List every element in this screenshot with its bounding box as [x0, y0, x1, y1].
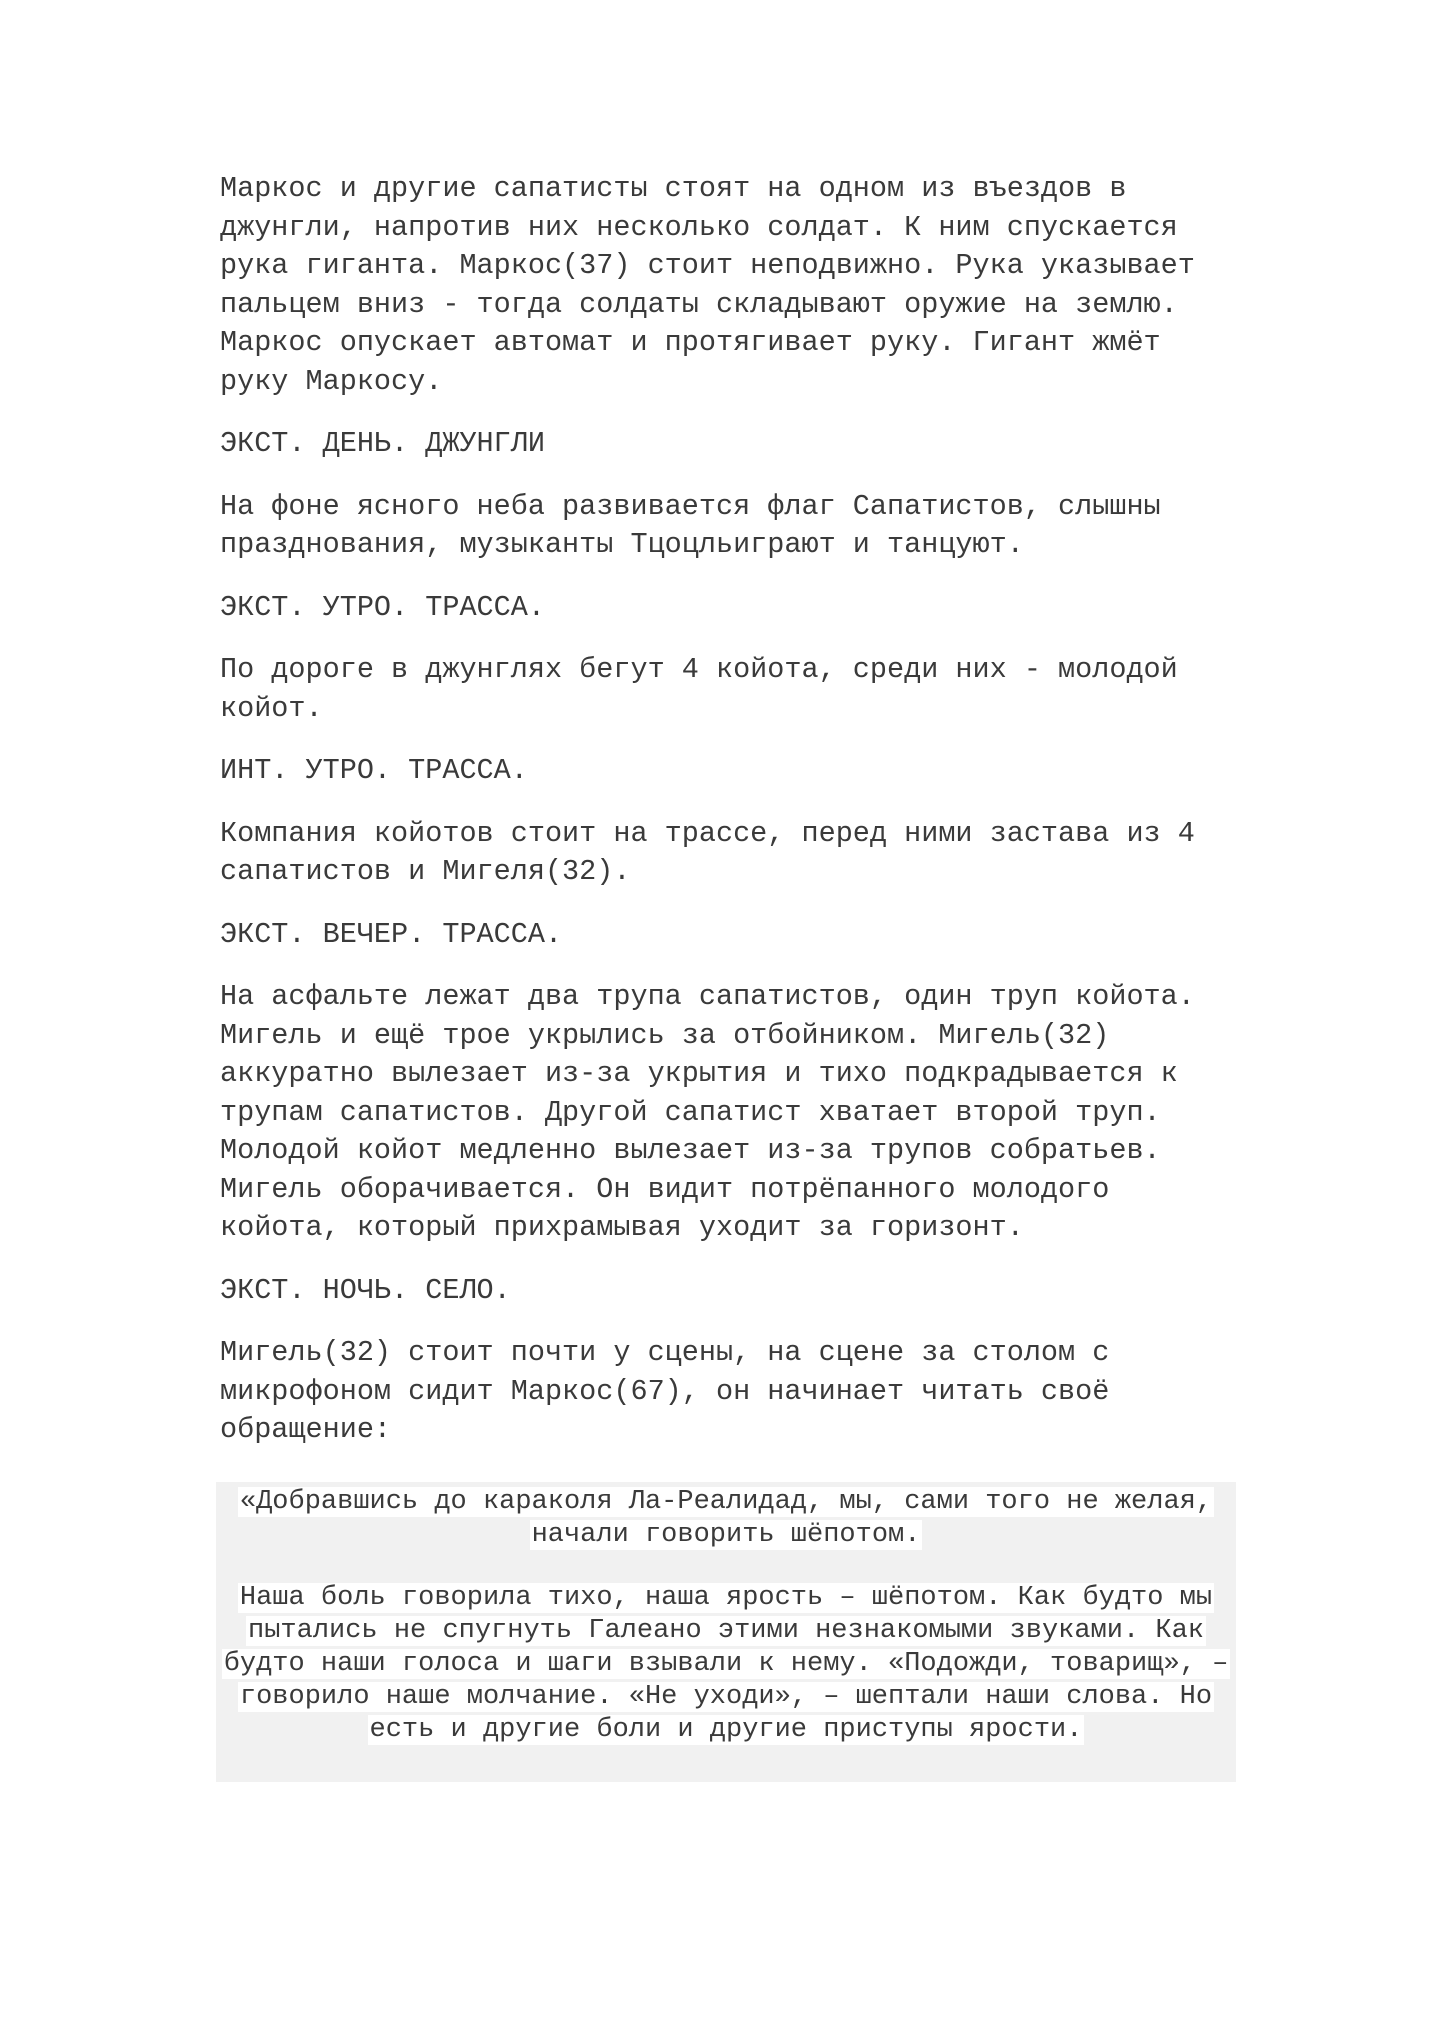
action-paragraph: На фоне ясного неба развивается флаг Сапатистов, слышны празднования, музыканты Тцоцльиграют и танцуют.	[220, 489, 1161, 561]
scene-heading: ЭКСТ. ВЕЧЕР. ТРАССА.	[220, 917, 563, 951]
action-paragraph: Маркос и другие сапатисты стоят на одном из въездов в джунгли, напротив них несколько солдат. К ним спускается рука гиганта. Маркос(37) стоит неподвижно. Рука указывает пальцем вниз - тогда солдаты складывают оружие на землю. Маркос опускает автомат и протягивает руку. Гигант жмёт руку Маркосу.	[220, 172, 1195, 398]
scene-heading: ИНТ. УТРО. ТРАССА.	[220, 754, 528, 787]
quoted-speech-block	[216, 1482, 1236, 1782]
scene-heading: ЭКСТ. НОЧЬ. СЕЛО.	[220, 1273, 511, 1307]
scene-heading: ЭКСТ. УТРО. ТРАССА.	[220, 590, 545, 624]
screenplay-body	[220, 170, 1235, 1474]
action-paragraph: Компания койотов стоит на трассе, перед ними застава из 4 сапатистов и Мигеля(32).	[220, 816, 1195, 888]
quote-text: Наша боль говорила тихо, наша ярость – шёпотом. Как будто мы пытались не спугнуть Галеано этими незнакомыми звуками. Как будто наши голоса и шаги взывали к нему. «Подожди, товарищ», – говорило наше молчание. «Не уходи», – шептали наши слова. Но есть и другие боли и другие приступы ярости.	[223, 1583, 1229, 1745]
scene-heading: ЭКСТ. ДЕНЬ. ДЖУНГЛИ	[220, 427, 545, 460]
action-paragraph: На асфальте лежат два трупа сапатистов, один труп койота. Мигель и ещё трое укрылись за отбойником. Мигель(32) аккуратно вылезает из-за укрытия и тихо подкрадывается к трупам сапатистов. Другой сапатист хватает второй труп. Молодой койот медленно вылезает из-за трупов собратьев. Мигель оборачивается. Он видит потрёпанного молодого койота, который прихрамывая уходит за горизонт.	[220, 980, 1195, 1244]
quote-paragraph	[216, 1482, 1236, 1552]
action-paragraph: По дороге в джунглях бегут 4 койота, среди них - молодой койот.	[220, 653, 1178, 725]
quote-text: «Добравшись до караколя Ла-Реалидад, мы, сами того не желая, начали говорить шёпотом.	[239, 1487, 1213, 1550]
quote-paragraph	[212, 1582, 1240, 1747]
action-paragraph: Мигель(32) стоит почти у сцены, на сцене за столом с микрофоном сидит Маркос(67), он начинает читать своё обращение:	[220, 1336, 1110, 1446]
